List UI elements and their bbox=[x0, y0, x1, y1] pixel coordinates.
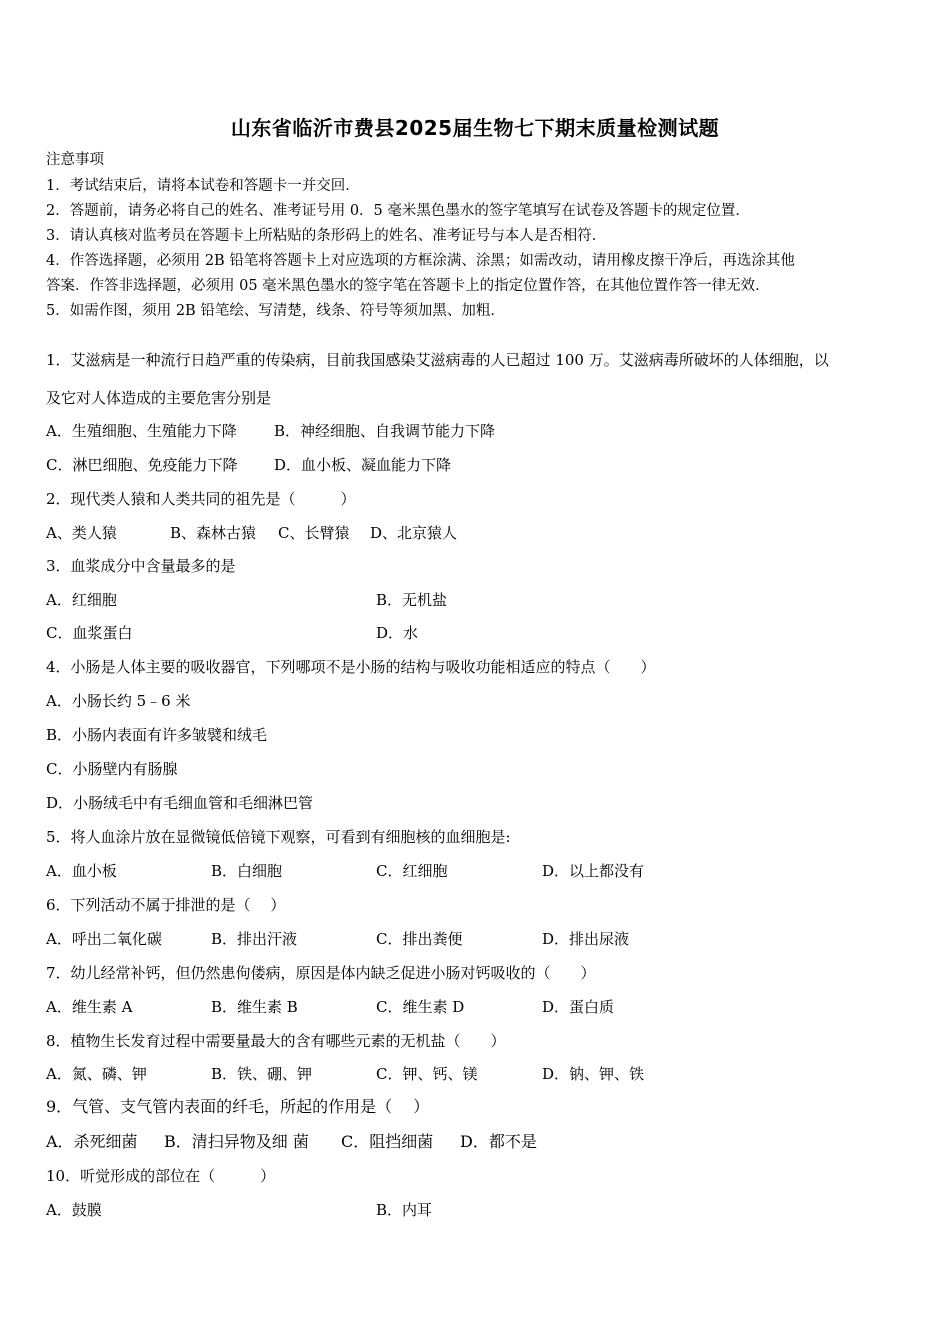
question-1-option-d: D．血小板、凝血能力下降 bbox=[274, 456, 452, 474]
question-7-option-d: D．蛋白质 bbox=[542, 998, 615, 1016]
question-5-option-d: D．以上都没有 bbox=[542, 862, 645, 880]
question-7-option-b: B．维生素 B bbox=[211, 998, 298, 1016]
note-item: 5．如需作图，须用 2B 铅笔绘、写清楚，线条、符号等须加黑、加粗． bbox=[46, 303, 505, 319]
question-1-option-c: C．淋巴细胞、免疫能力下降 bbox=[46, 456, 238, 474]
question-1-option-a: A．生殖细胞、生殖能力下降 bbox=[46, 422, 237, 440]
question-10-option-a: A．鼓膜 bbox=[46, 1201, 102, 1219]
question-2-option-a: A、类人猿 bbox=[46, 524, 117, 542]
question-1-stem-cont: 及它对人体造成的主要危害分别是 bbox=[46, 389, 272, 407]
question-9-option-a: A．杀死细菌 bbox=[46, 1132, 138, 1151]
question-3-stem: 3．血浆成分中含量最多的是 bbox=[46, 557, 236, 575]
note-item: 答案．作答非选择题，必须用 05 毫米黑色墨水的签字笔在答题卡上的指定位置作答，在其他位置作答一律无效． bbox=[46, 278, 770, 294]
note-item: 4．作答选择题，必须用 2B 铅笔将答题卡上对应选项的方框涂满、涂黑；如需改动，请用橡皮擦干净后，再选涂其他 bbox=[46, 253, 795, 269]
question-8-option-d: D．钠、钾、铁 bbox=[542, 1065, 645, 1083]
question-3-option-c: C．血浆蛋白 bbox=[46, 624, 133, 642]
question-9-stem: 9．气管、支气管内表面的纤毛，所起的作用是（ ） bbox=[46, 1097, 430, 1116]
question-8-stem: 8．植物生长发育过程中需要量最大的含有哪些元素的无机盐（ ） bbox=[46, 1032, 506, 1050]
question-10-option-b: B．内耳 bbox=[376, 1201, 433, 1219]
question-4-option-d: D．小肠绒毛中有毛细血管和毛细淋巴管 bbox=[46, 794, 314, 812]
question-9-option-b: B．清扫异物及细 菌 bbox=[164, 1132, 309, 1151]
question-10-stem: 10．听觉形成的部位在（ ） bbox=[46, 1167, 276, 1185]
question-8-option-b: B．铁、硼、钾 bbox=[211, 1065, 313, 1083]
question-4-option-c: C．小肠壁内有肠腺 bbox=[46, 760, 178, 778]
question-2-stem: 2．现代类人猿和人类共同的祖先是（ ） bbox=[46, 490, 356, 508]
question-8-option-a: A．氮、磷、钾 bbox=[46, 1065, 147, 1083]
question-3-option-d: D．水 bbox=[376, 624, 419, 642]
question-4-option-a: A．小肠长约 5﹣6 米 bbox=[46, 692, 191, 710]
notes-heading: 注意事项 bbox=[46, 152, 104, 168]
question-5-option-a: A．血小板 bbox=[46, 862, 117, 880]
note-item: 3．请认真核对监考员在答题卡上所粘贴的条形码上的姓名、准考证号与本人是否相符． bbox=[46, 228, 607, 244]
question-9-option-d: D．都不是 bbox=[460, 1132, 537, 1151]
question-6-option-a: A．呼出二氧化碳 bbox=[46, 930, 162, 948]
question-2-option-b: B、森林古猿 bbox=[170, 524, 257, 542]
note-item: 1．考试结束后，请将本试卷和答题卡一并交回． bbox=[46, 178, 360, 194]
note-item: 2．答题前，请务必将自己的姓名、准考证号用 0．5 毫米黑色墨水的签字笔填写在试卷及答题卡的规定位置． bbox=[46, 203, 750, 219]
question-4-option-b: B．小肠内表面有许多皱襞和绒毛 bbox=[46, 726, 268, 744]
question-6-option-c: C．排出粪便 bbox=[376, 930, 463, 948]
question-5-option-c: C．红细胞 bbox=[376, 862, 448, 880]
question-2-option-c: C、长臂猿 bbox=[278, 524, 350, 542]
question-7-option-c: C．维生素 D bbox=[376, 998, 465, 1016]
question-5-option-b: B．白细胞 bbox=[211, 862, 283, 880]
question-7-option-a: A．维生素 A bbox=[46, 998, 133, 1016]
question-6-option-d: D．排出尿液 bbox=[542, 930, 630, 948]
question-9-option-c: C．阻挡细菌 bbox=[341, 1132, 434, 1151]
question-6-option-b: B．排出汗液 bbox=[211, 930, 298, 948]
question-3-option-b: B．无机盐 bbox=[376, 591, 448, 609]
question-4-stem: 4．小肠是人体主要的吸收器官，下列哪项不是小肠的结构与吸收功能相适应的特点（ ） bbox=[46, 658, 656, 676]
question-6-stem: 6．下列活动不属于排泄的是（ ） bbox=[46, 896, 286, 914]
question-1-option-b: B．神经细胞、自我调节能力下降 bbox=[274, 422, 496, 440]
question-7-stem: 7．幼儿经常补钙，但仍然患佝偻病，原因是体内缺乏促进小肠对钙吸收的（ ） bbox=[46, 964, 596, 982]
question-3-option-a: A．红细胞 bbox=[46, 591, 117, 609]
question-8-option-c: C．钾、钙、镁 bbox=[376, 1065, 478, 1083]
question-2-option-d: D、北京猿人 bbox=[370, 524, 458, 542]
question-1-stem: 1．艾滋病是一种流行日趋严重的传染病，目前我国感染艾滋病毒的人已超过 100 万。艾滋病毒所破坏的人体细胞，以 bbox=[46, 351, 829, 369]
question-5-stem: 5．将人血涂片放在显微镜低倍镜下观察，可看到有细胞核的血细胞是: bbox=[46, 828, 511, 846]
page-title: 山东省临沂市费县2025届生物七下期末质量检测试题 bbox=[230, 116, 720, 140]
